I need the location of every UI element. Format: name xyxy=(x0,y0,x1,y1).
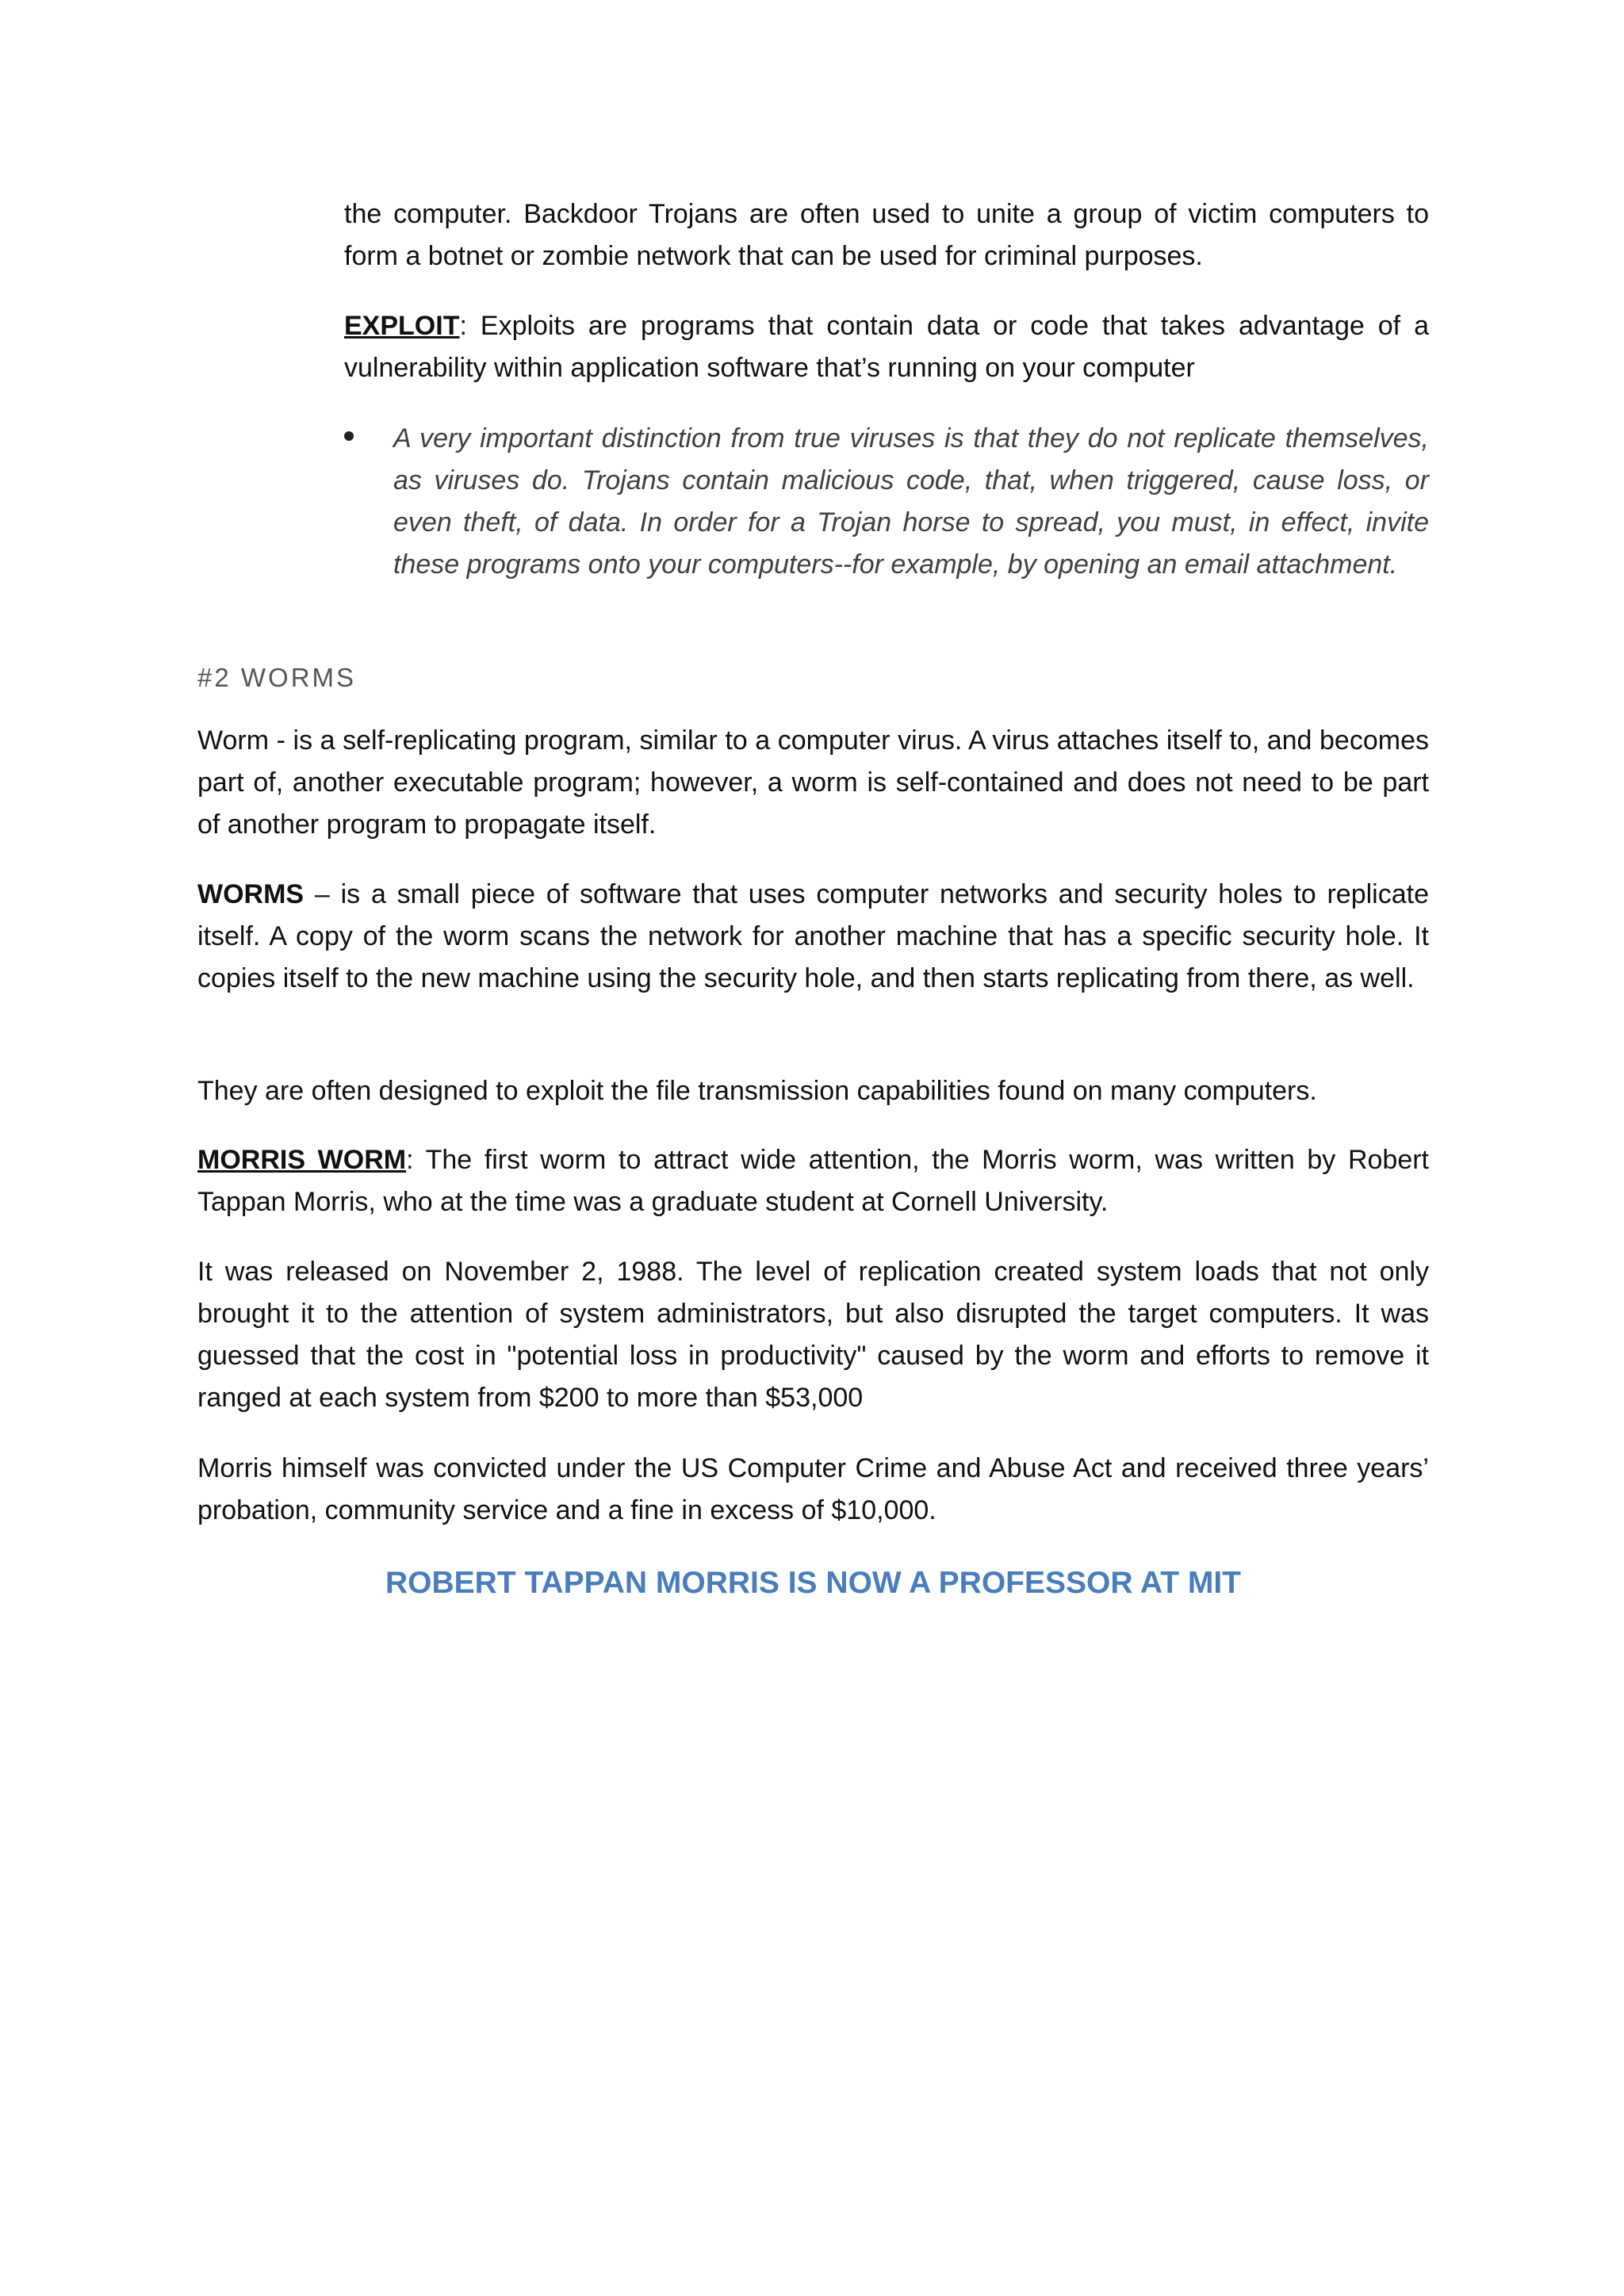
worm-definition-text: Worm - is a self-replicating program, similar to a computer virus. A virus attaches itself to, and becomes part of, another executable program; however, a worm is self-contained and does not need to be part of another program to propagate itself. xyxy=(197,725,1429,840)
exploit-term: EXPLOIT xyxy=(344,311,460,341)
exploit-paragraph xyxy=(344,305,1429,389)
worms-term: WORMS xyxy=(197,879,304,909)
conviction-text: Morris himself was convicted under the US Computer Crime and Abuse Act and received three years’ probation, community service and a fine in excess of $10,000. xyxy=(197,1453,1429,1525)
exploit-text: : Exploits are programs that contain data or code that takes advantage of a vulnerability within application software that’s running on your computer xyxy=(344,311,1429,383)
release-text: It was released on November 2, 1988. The level of replication created system loads that not only brought it to the attention of system administrators, but also disrupted the target computers. It was guessed that the cost in "potential loss in productivity" caused by the worm and efforts to remove it ranged at each system from $200 to more than $53,000 xyxy=(197,1257,1429,1413)
trojan-continuation-paragraph xyxy=(344,193,1429,277)
closing-title: ROBERT TAPPAN MORRIS IS NOW A PROFESSOR AT MIT xyxy=(385,1566,1241,1600)
release-paragraph xyxy=(197,1251,1429,1419)
morris-worm-paragraph xyxy=(197,1139,1429,1223)
section-heading: #2 WORMS xyxy=(197,663,357,692)
trojan-continuation-text: the computer. Backdoor Trojans are often used to unite a group of victim computers to form a botnet or zombie network that can be used for criminal purposes. xyxy=(344,199,1429,271)
transmission-paragraph xyxy=(197,1070,1429,1112)
worm-definition-paragraph xyxy=(197,720,1429,846)
bullet-text: A very important distinction from true viruses is that they do not replicate themselves, as viruses do. Trojans contain malicious code, that, when triggered, cause loss, or even theft, of data. In order for a Trojan horse to spread, you must, in effect, invite these programs onto your computers--for example, by opening an email attachment. xyxy=(393,423,1429,580)
worms-text: – is a small piece of software that uses computer networks and security holes to replicate itself. A copy of the worm scans the network for another machine that has a specific security hole. It copies itself to the new machine using the security hole, and then starts replicating from there, as well. xyxy=(197,879,1429,993)
bullet-icon xyxy=(344,431,354,441)
transmission-text: They are often designed to exploit the file transmission capabilities found on many computers. xyxy=(197,1076,1317,1106)
conviction-paragraph xyxy=(197,1448,1429,1532)
worms-paragraph xyxy=(197,874,1429,1000)
morris-worm-term: MORRIS WORM xyxy=(197,1145,407,1175)
morris-worm-text: : The first worm to attract wide attention, the Morris worm, was written by Robert Tappan Morris, who at the time was a graduate student at Cornell University. xyxy=(197,1145,1430,1217)
